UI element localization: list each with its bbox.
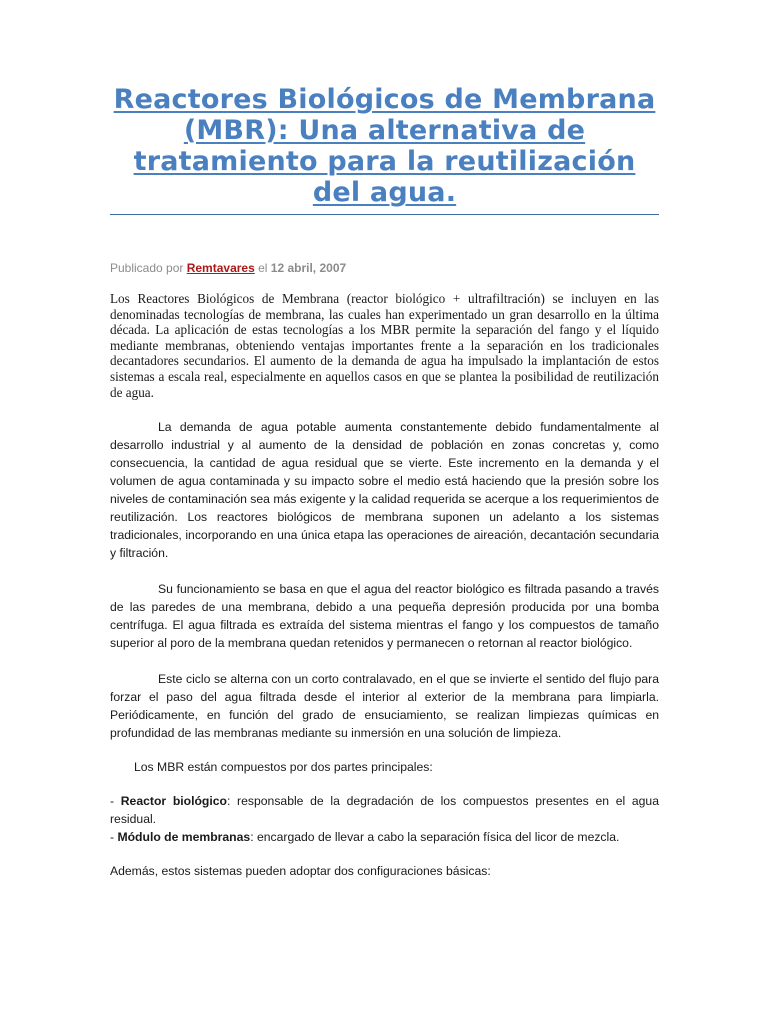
byline: [110, 261, 659, 275]
parts-list: [110, 792, 659, 846]
article: [110, 0, 659, 880]
list-item-desc: : responsable de la degradación de los compuestos presentes en el agua residual.: [110, 794, 659, 827]
title-block: [110, 84, 659, 215]
intro-paragraph: Los Reactores Biológicos de Membrana (reactor biológico + ultrafiltración) se incluyen en las denominadas tecnologías de membrana, las cuales han experimentado un gran desarrollo en la última década. La aplicación de estas tecnologías a los MBR permite la separación del fango y el líquido mediante membranas, obteniendo ventajas importantes frente a la separación en los tradicionales decantadores secundarios. El aumento de la demanda de agua ha impulsado la implantación de estos sistemas a escala real, especialmente en aquellos casos en que se plantea la posibilidad de reutilización de agua.: [110, 291, 659, 400]
byline-prefix: Publicado por: [110, 261, 187, 275]
paragraph-backwash: Este ciclo se alterna con un corto contralavado, en el que se invierte el sentido del flujo para forzar el paso del agua filtrada desde el interior al exterior de la membrana para limpiarla. Periódicamente, en función del grado de ensuciamiento, se realizan limpiezas químicas en profundidad de las membranas mediante su inmersión en una solución de limpieza.: [110, 672, 659, 741]
list-item-desc: : encargado de llevar a cabo la separación física del licor de mezcla.: [250, 830, 620, 845]
article-title-link[interactable]: Reactores Biológicos de Membrana (MBR): Una alternativa de tratamiento para la reutilización del agua.: [113, 84, 656, 208]
paragraph-configurations: Además, estos sistemas pueden adoptar dos configuraciones básicas:: [110, 864, 491, 879]
paragraph-demand: La demanda de agua potable aumenta constantemente debido fundamentalmente al desarrollo industrial y al aumento de la densidad de población en zonas concretas y, como consecuencia, la cantidad de agua residual que se vierte. Este incremento en la demanda y el volumen de agua contaminada y su impacto sobre el medio está haciendo que la presión sobre los niveles de contaminación sea más exigente y la calidad requerida se acerque a los requerimientos de reutilización. Los reactores biológicos de membrana suponen un adelanto a los sistemas tradicionales, incorporando en una única etapa las operaciones de aireación, decantación secundaria y filtración.: [110, 420, 659, 561]
author-link[interactable]: Remtavares: [186, 261, 255, 275]
list-item-term: Módulo de membranas: [117, 830, 251, 845]
list-item-term: Reactor biológico: [120, 794, 227, 809]
byline-middle: el: [254, 261, 271, 275]
list-item: - Módulo de membranas: encargado de llevar a cabo la separación física del licor de mezcla.: [110, 830, 620, 845]
publish-date: 12 abril, 2007: [270, 261, 347, 275]
paragraph-operation: Su funcionamiento se basa en que el agua del reactor biológico es filtrada pasando a través de las paredes de una membrana, debido a una pequeña depresión producida por una bomba centrífuga. El agua filtrada es extraída del sistema mientras el fango y los compuestos de tamaño superior al poro de la membrana quedan retenidos y permanecen o retornan al reactor biológico.: [110, 582, 659, 651]
paragraph-parts: Los MBR están compuestos por dos partes principales:: [134, 760, 433, 775]
list-item: - Reactor biológico: responsable de la degradación de los compuestos presentes en el agua residual.: [110, 794, 659, 827]
